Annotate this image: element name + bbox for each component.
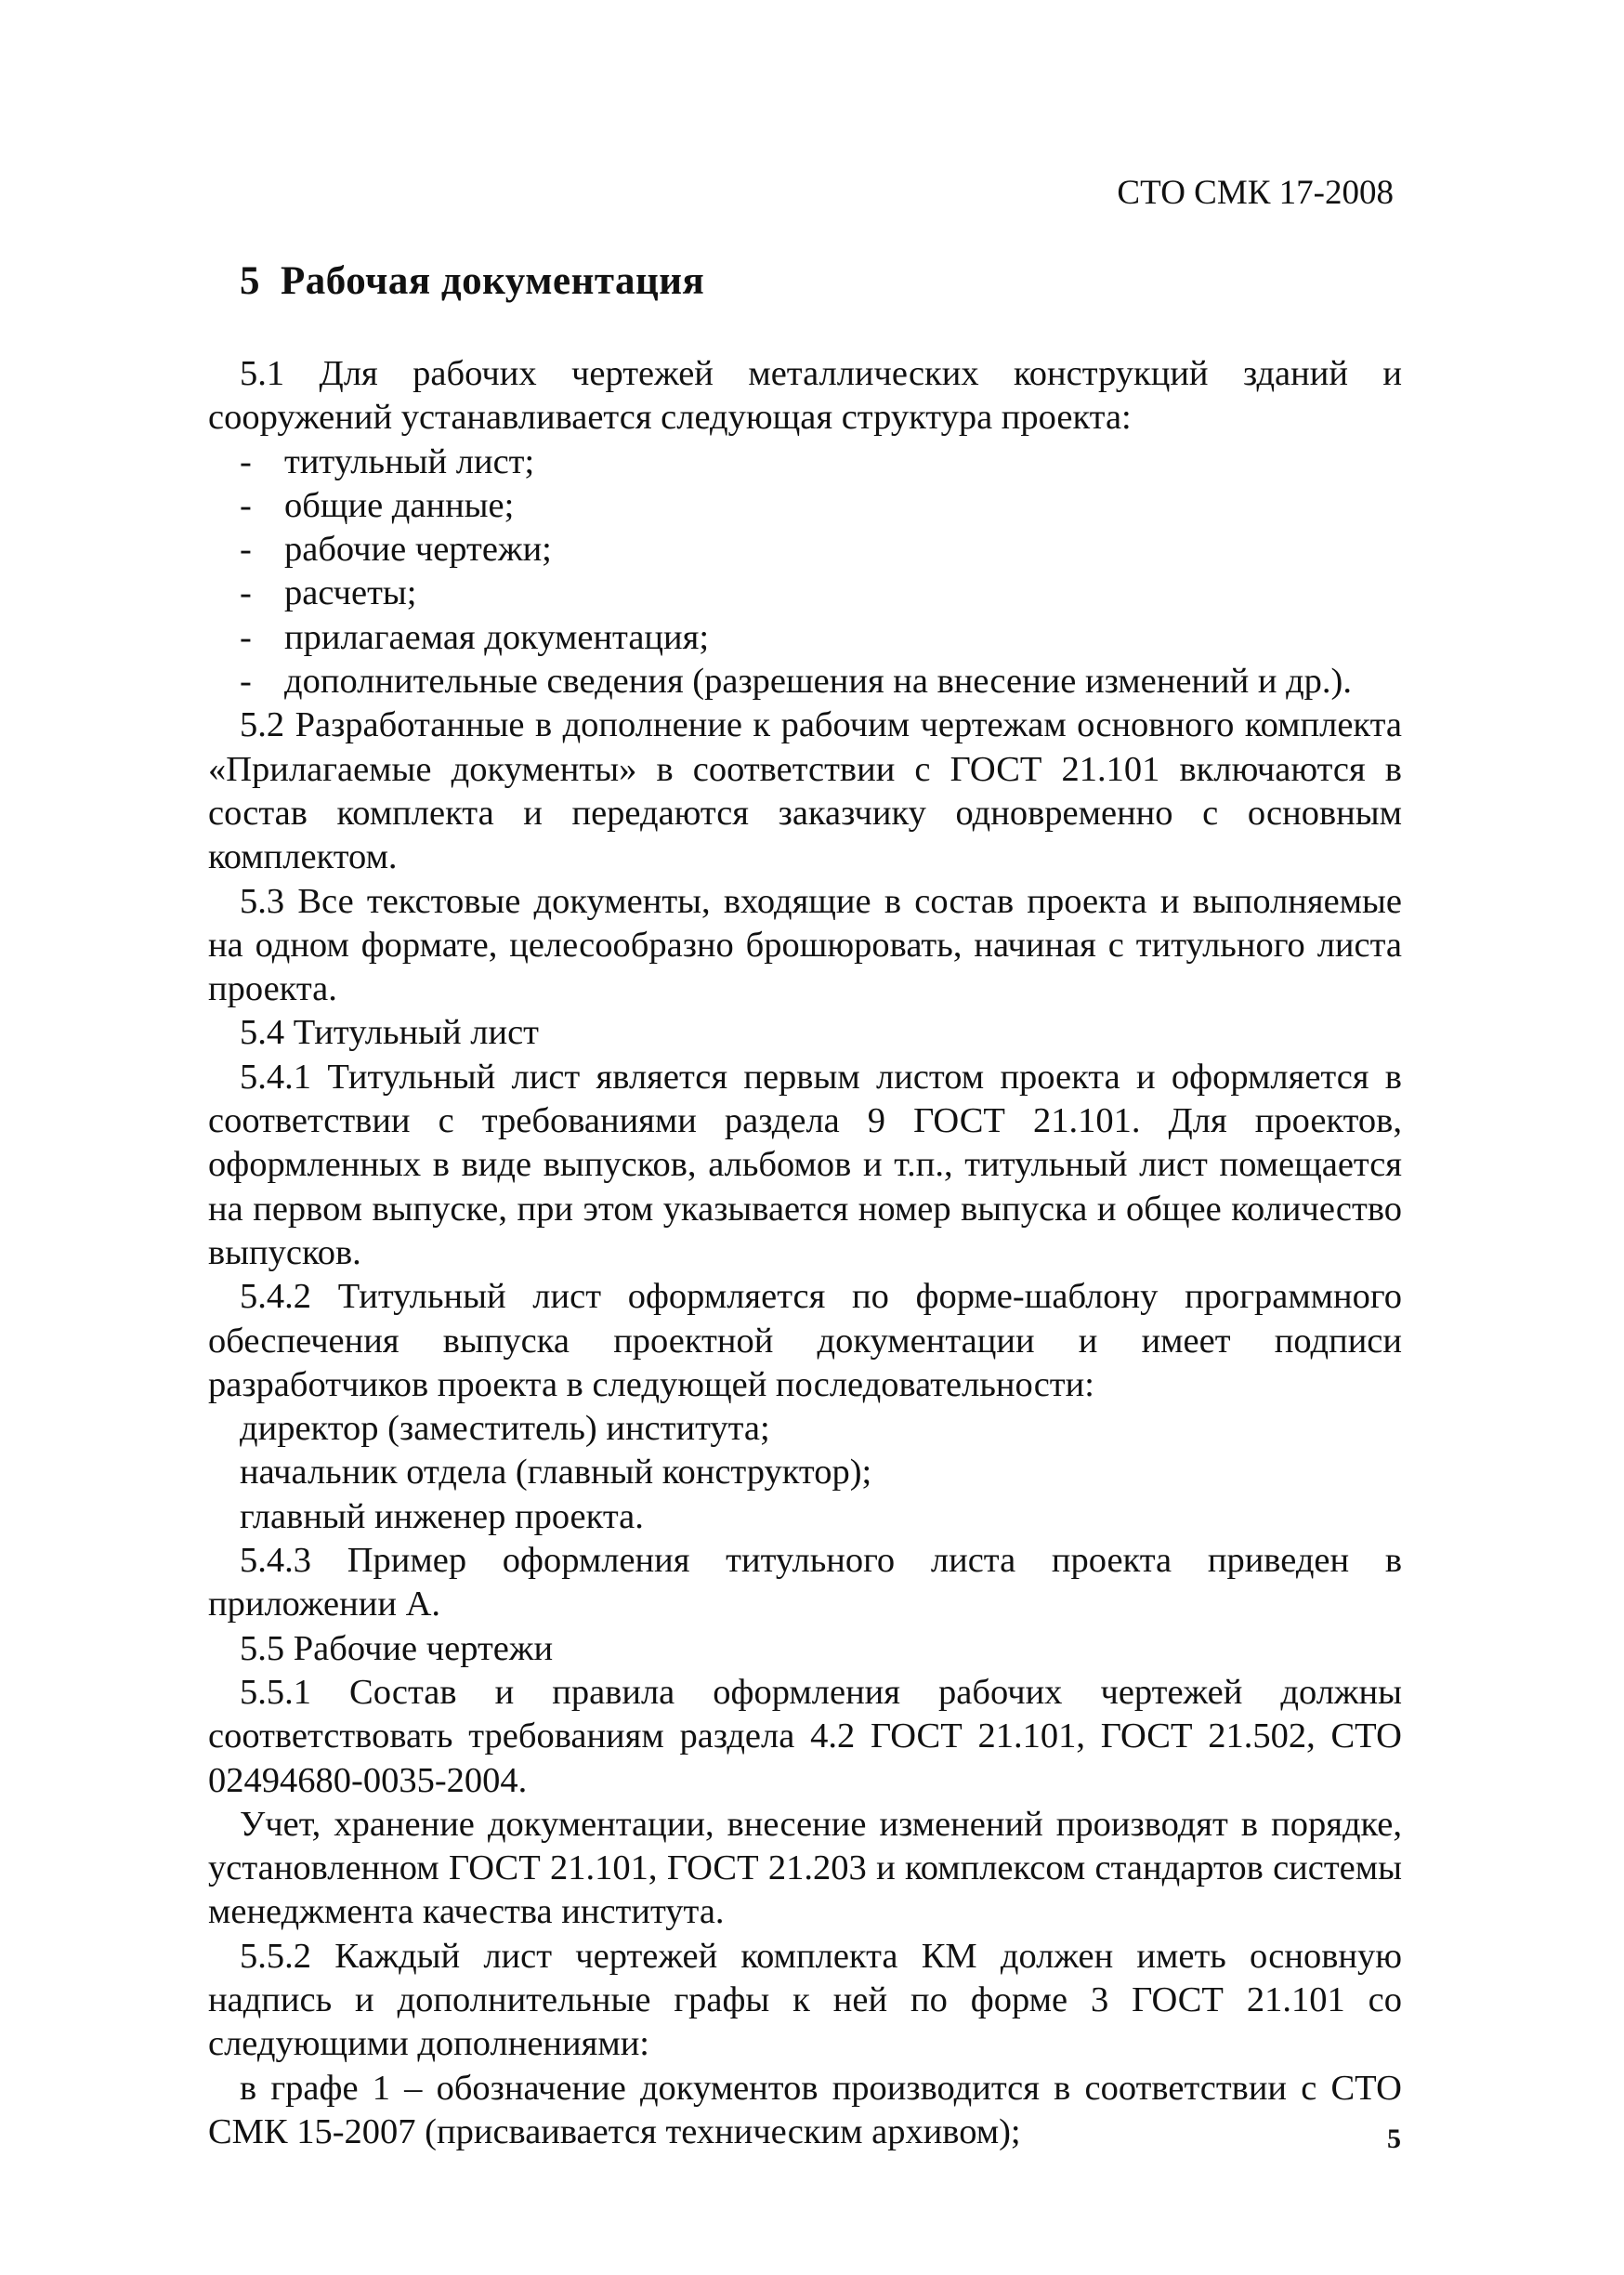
subsection-heading-5-4: 5.4 Титульный лист [240, 1013, 539, 1053]
structure-list [208, 441, 1402, 704]
paragraph-5-4-2: 5.4.2 Титульный лист оформляется по форме-шаблону программного обеспечения выпуска проектной документации и имеет подписи разработчиков проекта в следующей последовательности: [208, 1277, 1402, 1404]
section-heading [240, 258, 704, 304]
section-title: Рабочая документация [281, 259, 705, 303]
signers-list [208, 1407, 1402, 1539]
paragraph-5-4-3: 5.4.3 Пример оформления титульного листа проекта приведен в приложении А. [208, 1541, 1402, 1624]
list-item: главный инженер проекта. [240, 1496, 644, 1536]
list-item: - прилагаемая документация; [240, 617, 710, 657]
section-number: 5 [240, 259, 260, 303]
paragraph-graph-1: в графе 1 – обозначение документов производится в соответствии с СТО СМК 15-2007 (присваивается техническим архивом); [208, 2068, 1402, 2151]
list-item: - дополнительные сведения (разрешения на внесение изменений и др.). [240, 662, 1352, 702]
paragraph-5-5-1: 5.5.1 Состав и правила оформления рабочих чертежей должны соответствовать требованиям раздела 4.2 ГОСТ 21.101, ГОСТ 21.502, СТО 02494680-0035-2004. [208, 1672, 1402, 1800]
page-number: 5 [1387, 2124, 1401, 2154]
paragraph-5-1: 5.1 Для рабочих чертежей металлических конструкций зданий и сооружений устанавливается следующая структура проекта: [208, 354, 1402, 438]
list-item: - общие данные; [240, 485, 515, 525]
list-item: начальник отдела (главный конструктор); [240, 1453, 872, 1493]
list-item: директор (заместитель) института; [240, 1409, 770, 1449]
list-item: - расчеты; [240, 573, 417, 613]
list-item: - титульный лист; [240, 441, 535, 481]
subsection-heading-5-5: 5.5 Рабочие чертежи [240, 1628, 554, 1668]
paragraph-5-3: 5.3 Все текстовые документы, входящие в состав проекта и выполняемые на одном формате, целесообразно брошюровать, начиная с титульного листа проекта. [208, 881, 1402, 1009]
paragraph-5-4-1: 5.4.1 Титульный лист является первым листом проекта и оформляется в соответствии с требованиями раздела 9 ГОСТ 21.101. Для проектов, оформленных в виде выпусков, альбомов и т.п., титульный лист помещается на первом выпуске, при этом указывается номер выпуска и общее количество выпусков. [208, 1057, 1402, 1272]
document-code-header: СТО СМК 17-2008 [1117, 174, 1394, 212]
paragraph-storage: Учет, хранение документации, внесение изменений производят в порядке, установленном ГОСТ 21.101, ГОСТ 21.203 и комплексом стандартов системы менеджмента качества института. [208, 1804, 1402, 1932]
paragraph-5-2: 5.2 Разработанные в дополнение к рабочим чертежам основного комплекта «Прилагаемые документы» в соответствии с ГОСТ 21.101 включаются в состав комплекта и передаются заказчику одновременно с основным комплектом. [208, 705, 1402, 877]
list-item: - рабочие чертежи; [240, 530, 552, 570]
document-body [208, 352, 1402, 2154]
paragraph-5-5-2: 5.5.2 Каждый лист чертежей комплекта КМ должен иметь основную надпись и дополнительные графы к ней по форме 3 ГОСТ 21.101 со следующими дополнениями: [208, 1936, 1402, 2064]
